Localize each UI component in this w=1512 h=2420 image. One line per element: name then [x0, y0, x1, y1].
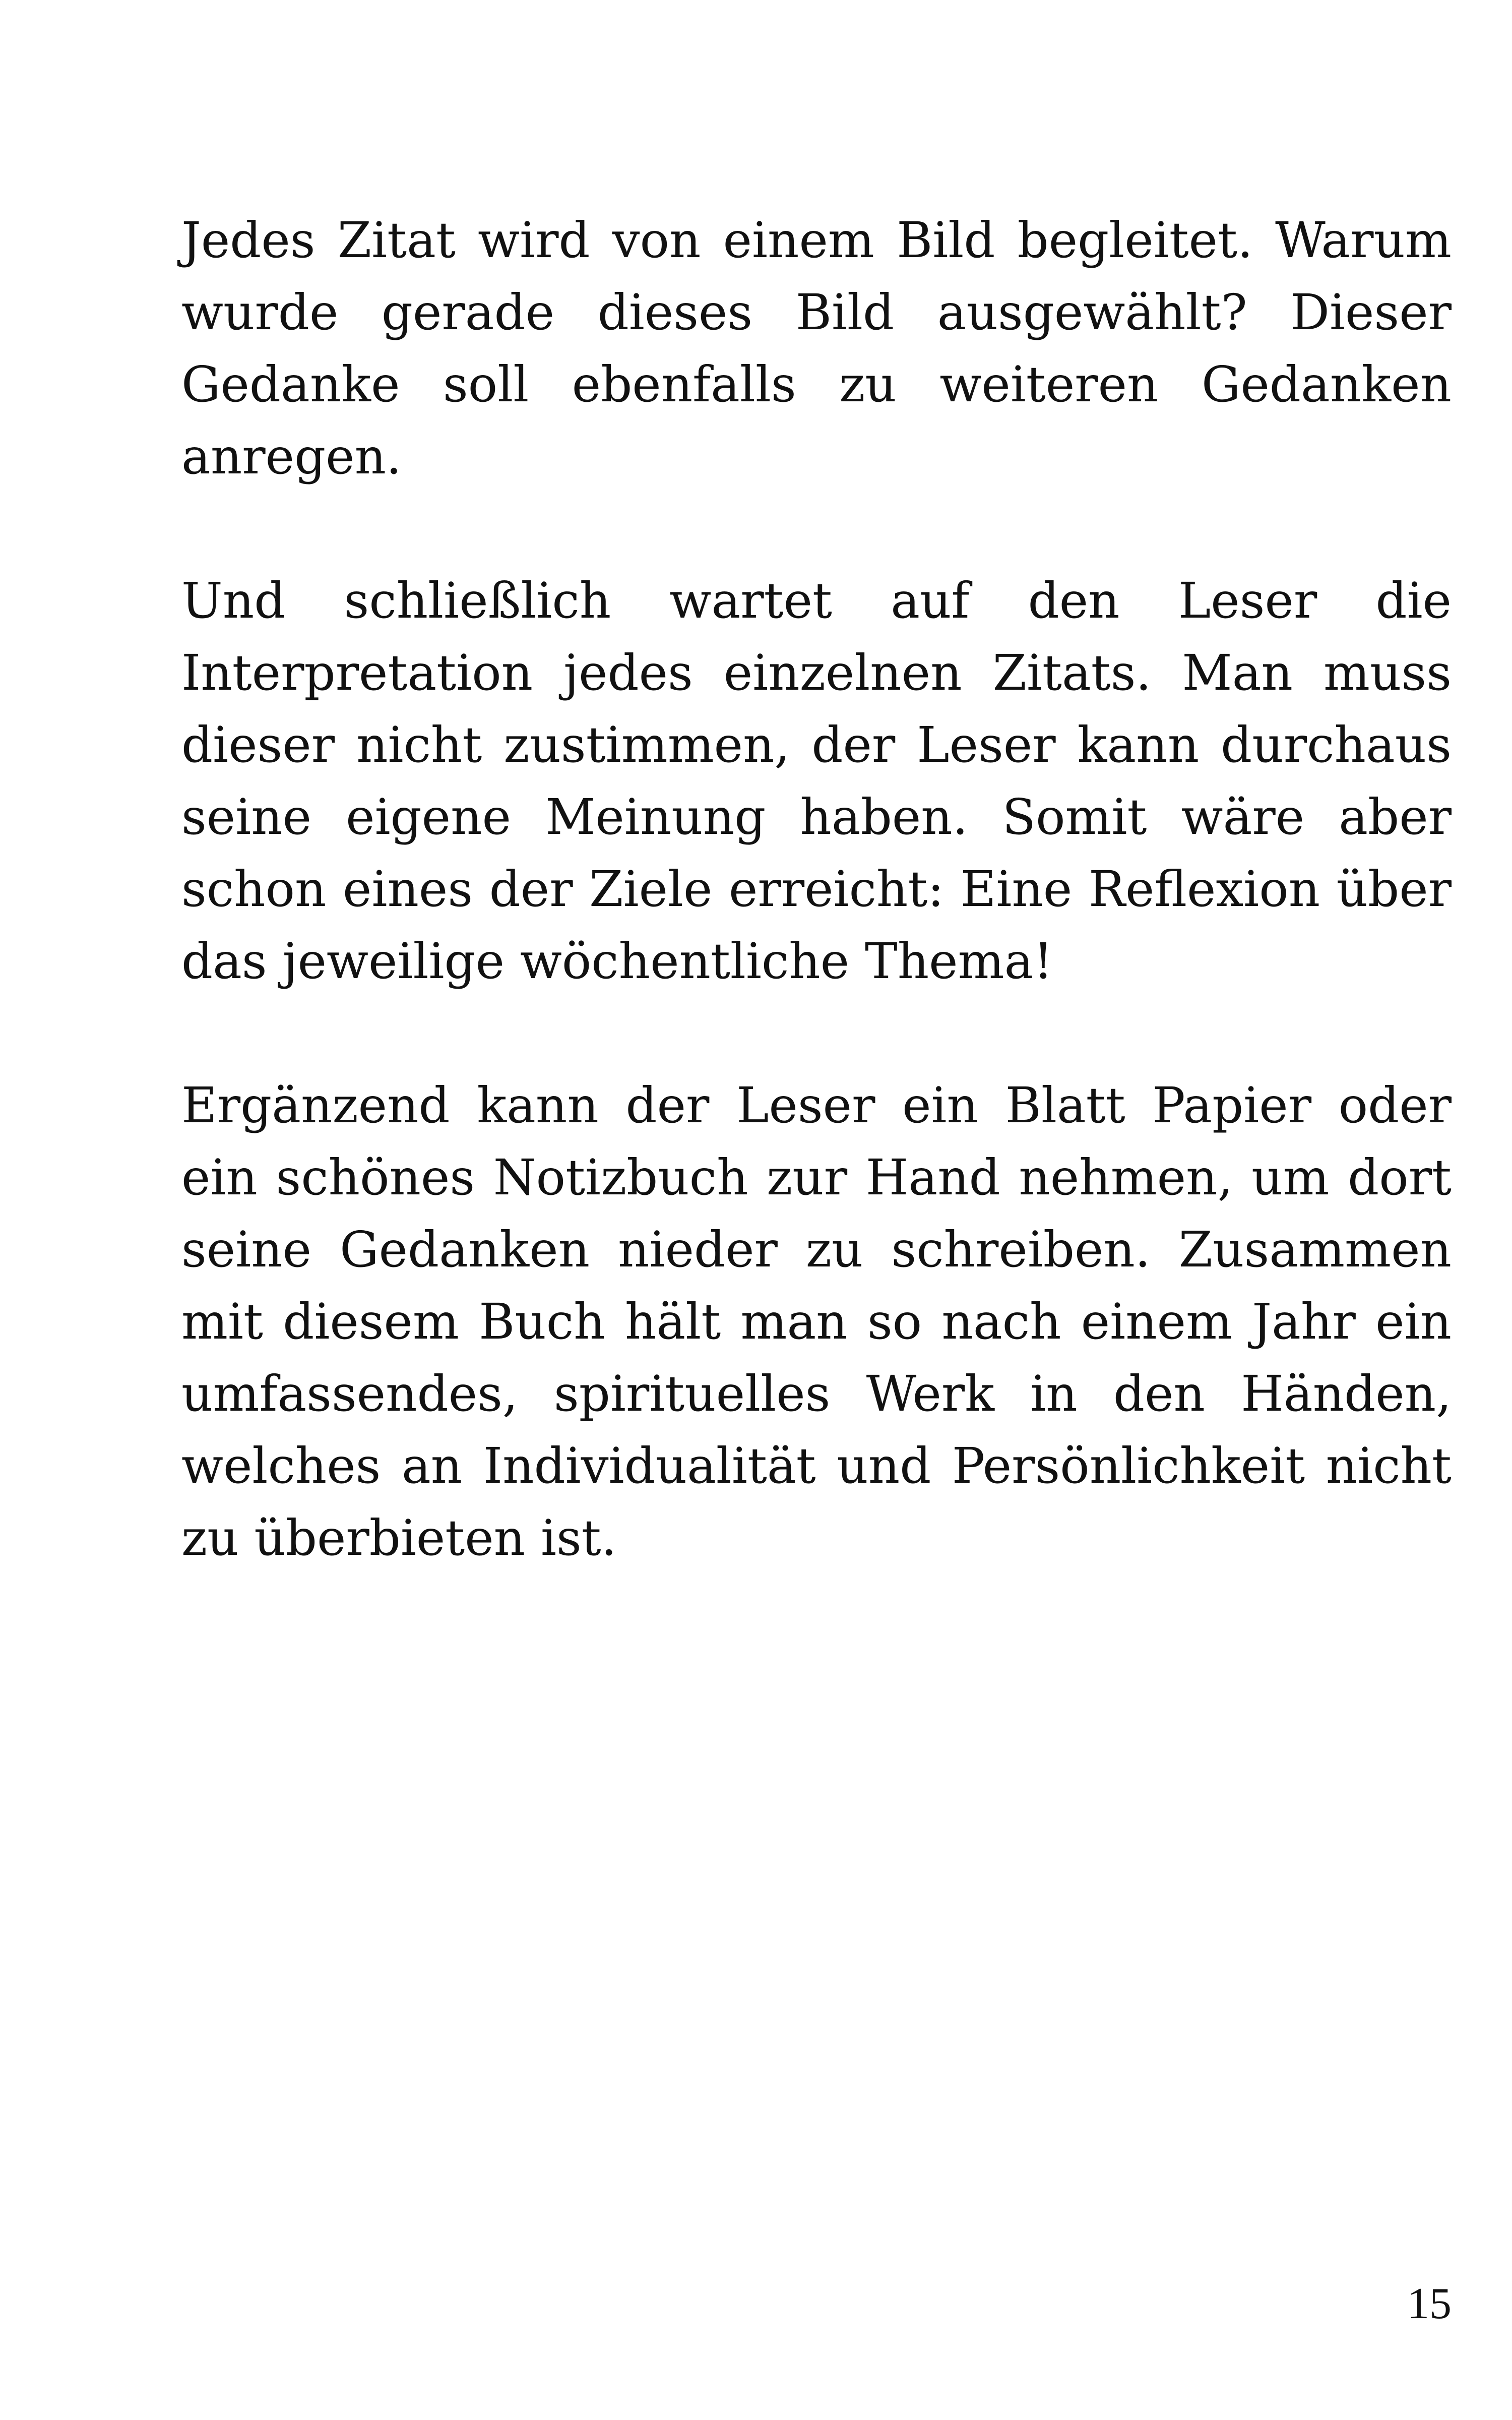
paragraph-1: Jedes Zitat wird von einem Bild begleitet. Warum wurde gerade dieses Bild ausgewählt? Dieser Gedanke soll ebenfalls zu weiteren Gedanken anregen. [181, 212, 1452, 485]
body-text [181, 204, 1452, 1574]
paragraph-2: Und schließlich wartet auf den Leser die Interpretation jedes einzelnen Zitats. Man muss dieser nicht zustimmen, der Leser kann durchaus seine eigene Meinung haben. Somit wäre aber schon eines der Ziele erreicht: Eine Reflexion über das jeweilige wöchentliche Thema! [181, 572, 1452, 990]
page-number: 15 [1407, 2279, 1452, 2328]
paragraph-3: Ergänzend kann der Leser ein Blatt Papier oder ein schönes Notizbuch zur Hand nehmen, um dort seine Gedanken nieder zu schreiben. Zusammen mit diesem Buch hält man so nach einem Jahr ein umfassendes, spirituelles Werk in den Händen, welches an Individualität und Persönlichkeit nicht zu überbieten ist. [181, 1077, 1452, 1566]
